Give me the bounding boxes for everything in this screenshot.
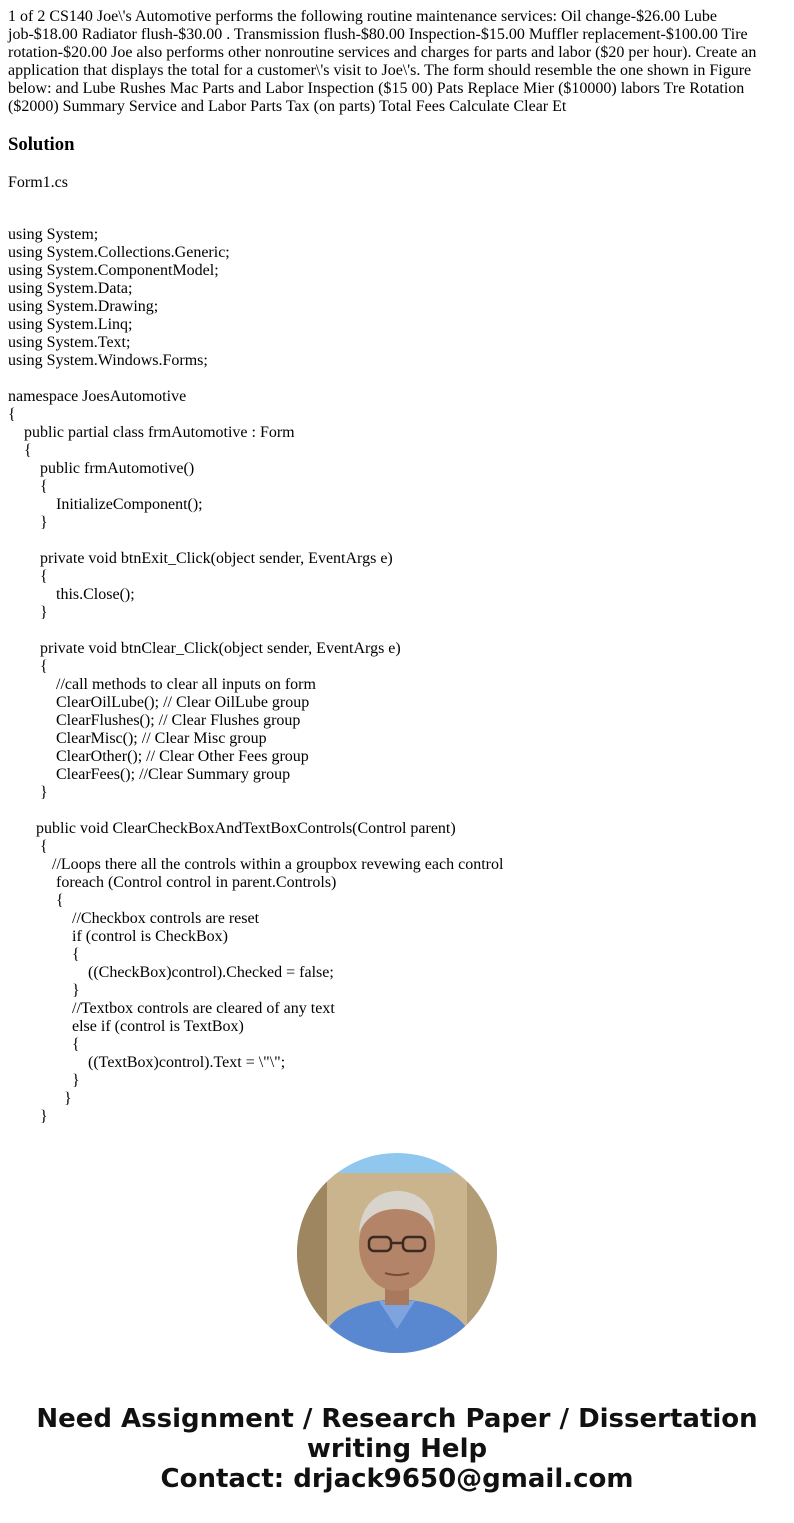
code-line: if (control is CheckBox) xyxy=(8,928,228,945)
code-line: } xyxy=(8,604,48,621)
code-line: private void btnExit_Click(object sender, EventArgs e) xyxy=(8,550,393,567)
code-line: using System.Collections.Generic; xyxy=(8,244,230,261)
promo-banner xyxy=(0,1404,794,1494)
code-line: } xyxy=(8,982,80,999)
code-line: { xyxy=(8,478,48,495)
code-line xyxy=(8,370,503,388)
code-line: public partial class frmAutomotive : Form xyxy=(8,424,295,441)
code-line: } xyxy=(8,1090,72,1107)
code-line: InitializeComponent(); xyxy=(8,496,203,513)
promo-line-1: Need Assignment / Research Paper / Dissertation xyxy=(36,1404,758,1434)
code-line: { xyxy=(8,568,48,585)
code-line: { xyxy=(8,442,32,459)
code-line: //call methods to clear all inputs on form xyxy=(8,676,316,693)
code-line: using System; xyxy=(8,226,99,243)
code-line: { xyxy=(8,946,80,963)
code-line xyxy=(8,622,503,640)
code-line: { xyxy=(8,658,48,675)
code-block xyxy=(8,226,503,1126)
author-photo xyxy=(297,1153,497,1353)
code-line: ((TextBox)control).Text = \"\"; xyxy=(8,1054,286,1071)
code-filename: Form1.cs xyxy=(8,174,68,191)
code-line: ClearFlushes(); // Clear Flushes group xyxy=(8,712,301,729)
code-line: } xyxy=(8,514,48,531)
code-line: } xyxy=(8,784,48,801)
code-line: ClearMisc(); // Clear Misc group xyxy=(8,730,267,747)
code-line: } xyxy=(8,1108,48,1125)
code-line: } xyxy=(8,1072,80,1089)
code-line: ClearFees(); //Clear Summary group xyxy=(8,766,291,783)
code-line: //Textbox controls are cleared of any text xyxy=(8,1000,335,1017)
code-line xyxy=(8,532,503,550)
question-text: 1 of 2 CS140 Joe\'s Automotive performs the following routine maintenance services: Oil change-$26.00 Lube job-$18.00 Radiator flush-$30.00 . Transmission flush-$80.00 Inspection-$15.00 Muffler replacement-$100.00 Tire rotation-$20.00 Joe also performs other nonroutine services and charges for parts and labor ($20 per hour). Create an application that displays the total for a customer\'s visit to Joe\'s. The form should resemble the one shown in Figure below: and Lube Rushes Mac Parts and Labor Inspection ($15 00) Pats Replace Mier ($10000) labors Tre Rotation ($2000) Summary Service and Labor Parts Tax (on parts) Total Fees Calculate Clear Et xyxy=(8,8,757,115)
solution-heading: Solution xyxy=(8,134,75,155)
code-line: using System.Linq; xyxy=(8,316,133,333)
code-line: foreach (Control control in parent.Controls) xyxy=(8,874,337,891)
code-line: public frmAutomotive() xyxy=(8,460,195,477)
code-line: using System.Drawing; xyxy=(8,298,159,315)
author-avatar xyxy=(297,1153,497,1353)
code-line: ((CheckBox)control).Checked = false; xyxy=(8,964,334,981)
code-line: using System.Data; xyxy=(8,280,133,297)
code-line xyxy=(8,802,503,820)
code-line: else if (control is TextBox) xyxy=(8,1018,244,1035)
code-line: //Loops there all the controls within a groupbox revewing each control xyxy=(8,856,504,873)
code-line: { xyxy=(8,892,64,909)
code-line: public void ClearCheckBoxAndTextBoxControls(Control parent) xyxy=(8,820,456,837)
code-line: //Checkbox controls are reset xyxy=(8,910,260,927)
code-line: this.Close(); xyxy=(8,586,135,603)
code-line: using System.Text; xyxy=(8,334,131,351)
code-line: ClearOilLube(); // Clear OilLube group xyxy=(8,694,310,711)
code-line: { xyxy=(8,1036,80,1053)
promo-contact: Contact: drjack9650@gmail.com xyxy=(160,1464,634,1494)
code-line: private void btnClear_Click(object sender, EventArgs e) xyxy=(8,640,401,657)
code-line: { xyxy=(8,838,48,855)
code-line: ClearOther(); // Clear Other Fees group xyxy=(8,748,309,765)
code-line: using System.Windows.Forms; xyxy=(8,352,208,369)
code-line: using System.ComponentModel; xyxy=(8,262,219,279)
code-line: { xyxy=(8,406,16,423)
promo-line-2: writing Help xyxy=(306,1434,488,1464)
code-line: namespace JoesAutomotive xyxy=(8,388,187,405)
